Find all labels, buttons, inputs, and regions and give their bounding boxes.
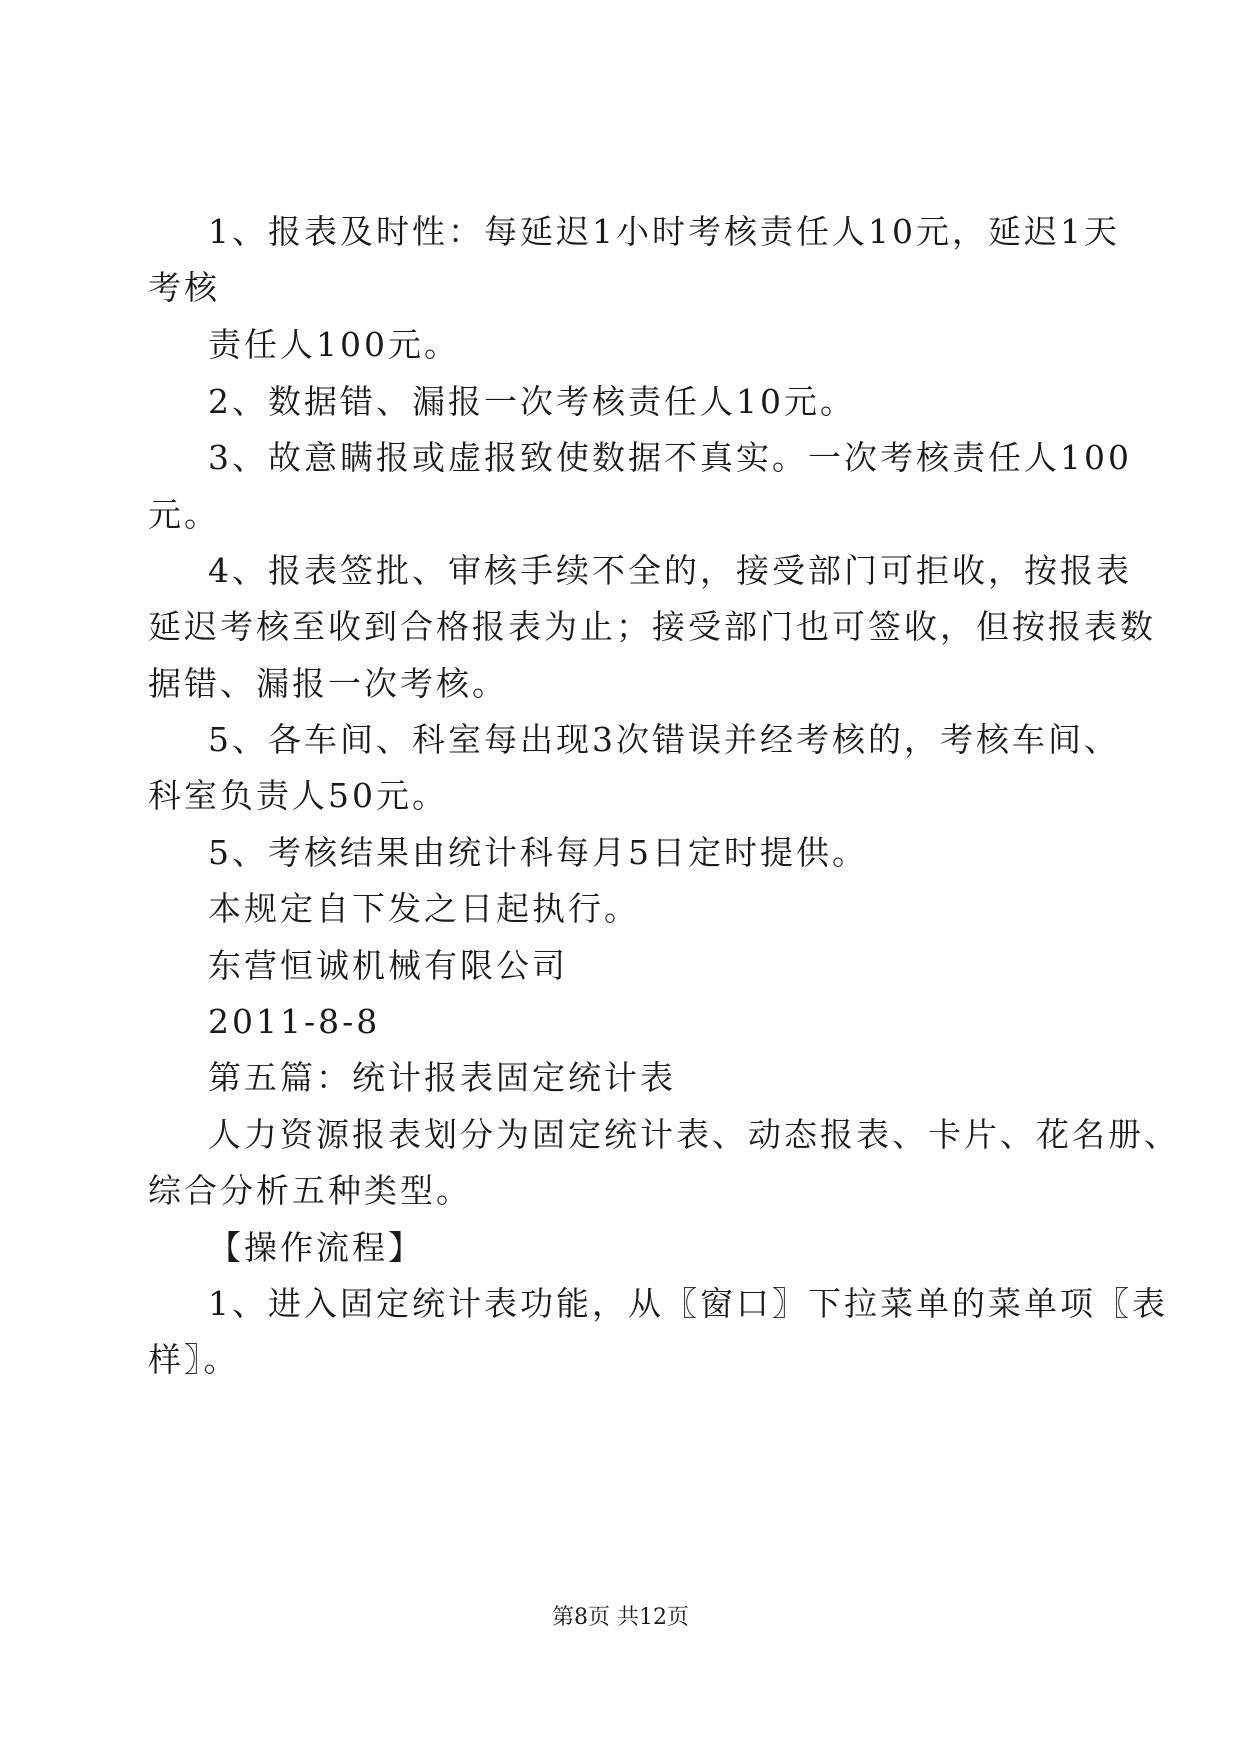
paragraph-line: 科室负责人50元。: [148, 776, 448, 815]
section-heading: 第五篇：统计报表固定统计表: [208, 1058, 676, 1097]
paragraph-line: 样〗。: [148, 1340, 240, 1379]
paragraph-line: 综合分析五种类型。: [148, 1171, 472, 1210]
paragraph-line: 元。: [148, 495, 220, 534]
paragraph-line: 延迟考核至收到合格报表为止；接受部门也可签收，但按报表数: [148, 607, 1156, 646]
paragraph-line: 据错、漏报一次考核。: [148, 664, 508, 703]
subsection-heading: 【操作流程】: [208, 1228, 424, 1267]
document-date: 2011-8-8: [208, 1002, 381, 1041]
paragraph-line: 4、报表签批、审核手续不全的，接受部门可拒收，按报表: [208, 551, 1132, 590]
paragraph-line: 1、报表及时性：每延迟1小时考核责任人10元，延迟1天: [208, 212, 1120, 251]
paragraph-line: 3、故意瞒报或虚报致使数据不真实。一次考核责任人100: [208, 438, 1132, 477]
paragraph-line: 5、各车间、科室每出现3次错误并经考核的，考核车间、: [208, 720, 1120, 759]
paragraph-line: 人力资源报表划分为固定统计表、动态报表、卡片、花名册、: [208, 1115, 1180, 1154]
company-name: 东营恒诚机械有限公司: [208, 946, 568, 985]
paragraph-line: 2、数据错、漏报一次考核责任人10元。: [208, 382, 856, 421]
paragraph-line: 考核: [148, 268, 220, 307]
page-number-footer: 第8页 共12页: [552, 1605, 689, 1630]
paragraph-line: 本规定自下发之日起执行。: [208, 889, 640, 928]
paragraph-line: 1、进入固定统计表功能，从〖窗口〗下拉菜单的菜单项〖表: [208, 1284, 1168, 1323]
paragraph-line: 责任人100元。: [208, 325, 460, 364]
paragraph-line: 5、考核结果由统计科每月5日定时提供。: [208, 833, 868, 872]
